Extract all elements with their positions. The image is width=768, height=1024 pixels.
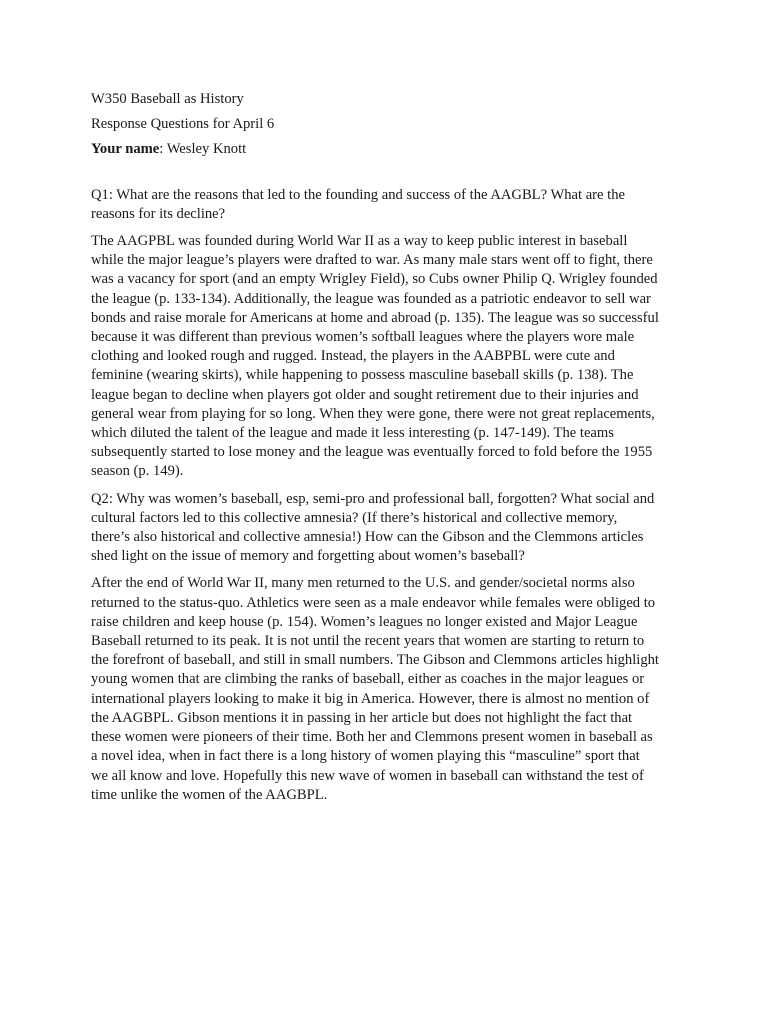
name-label: Your name (91, 141, 160, 158)
q2-answer-line: After the end of World War II, many men returned to the U.S. and gender/societal norms also (91, 575, 635, 592)
q1-answer-line: the league (p. 133-134). Additionally, the league was founded as a patriotic endeavor to sell war (91, 290, 651, 307)
q2-answer-line: the forefront of baseball, and still in small numbers. The Gibson and Clemmons articles highlight (91, 652, 659, 669)
name-value: Wesley Knott (166, 141, 247, 158)
q2-answer-line: we all know and love. Hopefully this new wave of women in baseball can withstand the test of (91, 767, 644, 784)
q1-question (91, 186, 681, 224)
q1-answer-line: league began to decline when players got older and sought retirement due to their injuries and (91, 386, 639, 403)
q2-answer-line: young women that are climbing the ranks of baseball, either as coaches in the major leagues or (91, 671, 645, 688)
q2-answer-line: a novel idea, when in fact there is a long history of women playing this “masculine” sport that (91, 748, 640, 765)
q2-answer-line: Baseball returned to its peak. It is not until the recent years that women are starting to return to (91, 633, 645, 650)
q1-answer-line: feminine (wearing skirts), while happening to possess masculine baseball skills (p. 138). The (91, 367, 634, 384)
q2-question (91, 490, 681, 567)
q1-answer-line: subsequently started to lose money and the league was eventually forced to fold before the 1955 (91, 444, 653, 461)
q2-answer (91, 574, 681, 804)
name-separator: : (159, 141, 167, 158)
q1-answer-line: general wear from playing for so long. When they were gone, there were not great replacements, (91, 405, 655, 422)
q2-question-line: cultural factors led to this collective amnesia? (If there’s historical and collective memory, (91, 509, 618, 526)
q1-answer-line: which diluted the talent of the league and made it less interesting (p. 147-149). The teams (91, 425, 614, 442)
q2-answer-line: the AAGBPL. Gibson mentions it in passing in her article but does not highlight the fact that (91, 709, 633, 726)
name-line (91, 140, 681, 159)
q1-answer-line: was a vacancy for sport (and an empty Wrigley Field), so Cubs owner Philip Q. Wrigley founded (91, 271, 658, 288)
q2-question-line: shed light on the issue of memory and forgetting about women’s baseball? (91, 548, 525, 565)
q1-answer-line: The AAGPBL was founded during World War II as a way to keep public interest in baseball (91, 233, 628, 250)
q2-answer-line: returned to the status-quo. Athletics were seen as a male endeavor while females were obliged to (91, 594, 656, 611)
q2-answer-line: time unlike the women of the AAGBPL. (91, 786, 328, 803)
q1-answer-line: because it was different than previous women’s softball leagues where the players wore male (91, 329, 635, 346)
q1-question-line: reasons for its decline? (91, 205, 226, 222)
q1-answer-line: while the major league’s players were drafted to war. As many male stars went off to fight, there (91, 252, 653, 269)
document-body (91, 90, 681, 805)
q2-answer-line: raise children and keep house (p. 154). Women’s leagues no longer existed and Major League (91, 613, 638, 630)
q1-answer-line: season (p. 149). (91, 463, 184, 480)
q2-answer-line: international players looking to make it big in America. However, there is almost no mention of (91, 690, 650, 707)
course-title: W350 Baseball as History (91, 91, 244, 107)
q1-question-line: Q1: What are the reasons that led to the founding and success of the AAGBL? What are the (91, 186, 625, 203)
q2-question-line: there’s also historical and collective amnesia!) How can the Gibson and the Clemmons articles (91, 529, 644, 546)
q1-answer-line: bonds and raise morale for Americans at home and abroad (p. 135). The league was so successful (91, 309, 659, 326)
document-subtitle: Response Questions for April 6 (91, 116, 275, 133)
q2-question-line: Q2: Why was women’s baseball, esp, semi-pro and professional ball, forgotten? What social and (91, 490, 655, 507)
q1-answer (91, 232, 681, 482)
q1-answer-line: clothing and looked rough and rugged. Instead, the players in the AABPBL were cute and (91, 348, 615, 365)
q2-answer-line: these women were pioneers of their time. Both her and Clemmons present women in baseball as (91, 729, 653, 746)
